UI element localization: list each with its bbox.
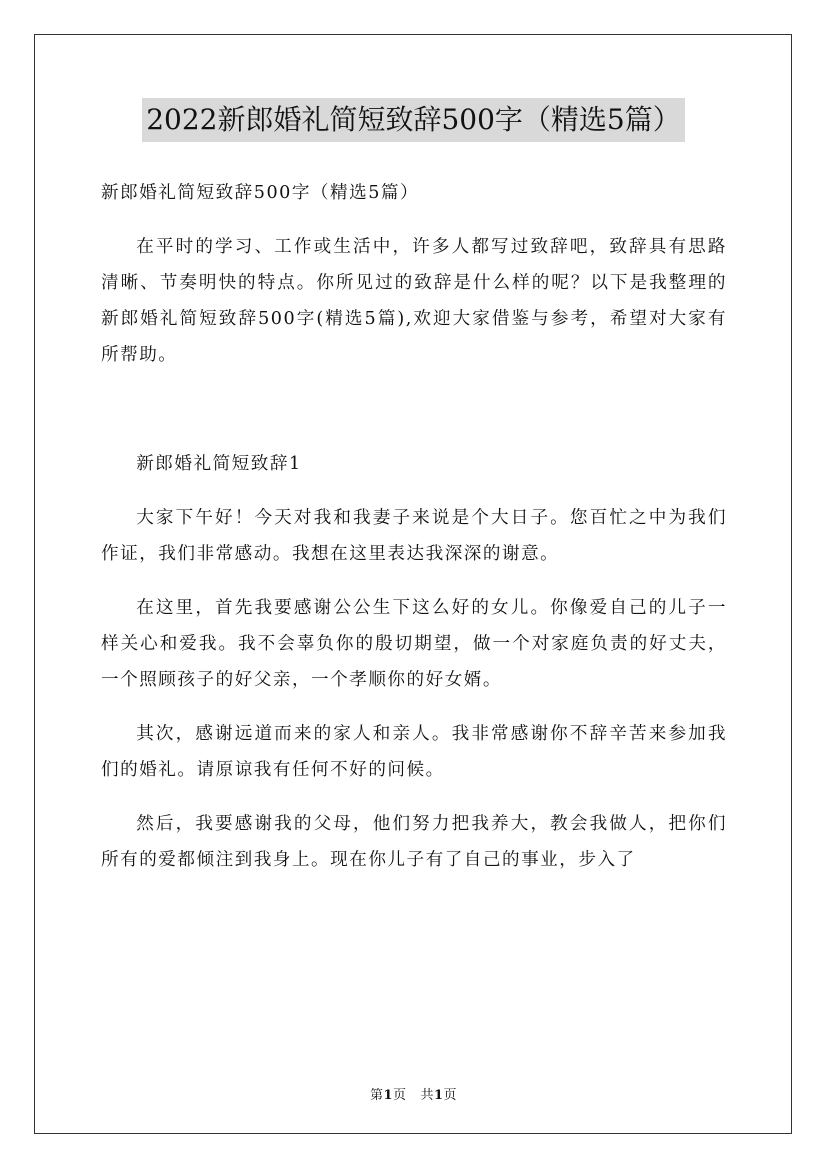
body-paragraph-2: 在这里，首先我要感谢公公生下这么好的女儿。你像爱自己的儿子一样关心和爱我。我不会辜负你的殷切期望，做一个对家庭负责的好丈夫，一个照顾孩子的好父亲，一个孝顺你的好女婿。 [101, 598, 727, 690]
footer-page-prefix: 第 [369, 1088, 384, 1103]
body-paragraph-4: 然后，我要感谢我的父母，他们努力把我养大，教会我做人，把你们所有的爱都倾注到我身上。现在你儿子有了自己的事业，步入了 [101, 814, 727, 870]
document-subtitle: 新郎婚礼简短致辞500字（精选5篇） [101, 183, 420, 203]
footer-total-suffix: 页 [443, 1088, 458, 1103]
body-paragraph-3: 其次，感谢远道而来的家人和亲人。我非常感谢你不辞辛苦来参加我们的婚礼。请原谅我有任何不好的问候。 [101, 724, 727, 780]
intro-paragraph: 在平时的学习、工作或生活中，许多人都写过致辞吧，致辞具有思路清晰、节奏明快的特点。你所见过的致辞是什么样的呢？以下是我整理的新郎婚礼简短致辞500字(精选5篇),欢迎大家借鉴与参考，希望对大家有所帮助。 [101, 237, 727, 365]
title-container [0, 98, 827, 142]
page-footer [0, 1084, 827, 1103]
document-title: 2022新郎婚礼简短致辞500字（精选5篇） [142, 98, 685, 142]
footer-page-suffix: 页 [393, 1088, 407, 1103]
section-heading: 新郎婚礼简短致辞1 [136, 454, 302, 474]
document-body [101, 175, 727, 878]
footer-total-prefix: 共 [420, 1088, 434, 1103]
footer-total-pages: 1 [433, 1088, 444, 1103]
body-paragraph-1: 大家下午好！今天对我和我妻子来说是个大日子。您百忙之中为我们作证，我们非常感动。我想在这里表达我深深的谢意。 [101, 508, 727, 564]
footer-page-number: 1 [383, 1088, 394, 1103]
